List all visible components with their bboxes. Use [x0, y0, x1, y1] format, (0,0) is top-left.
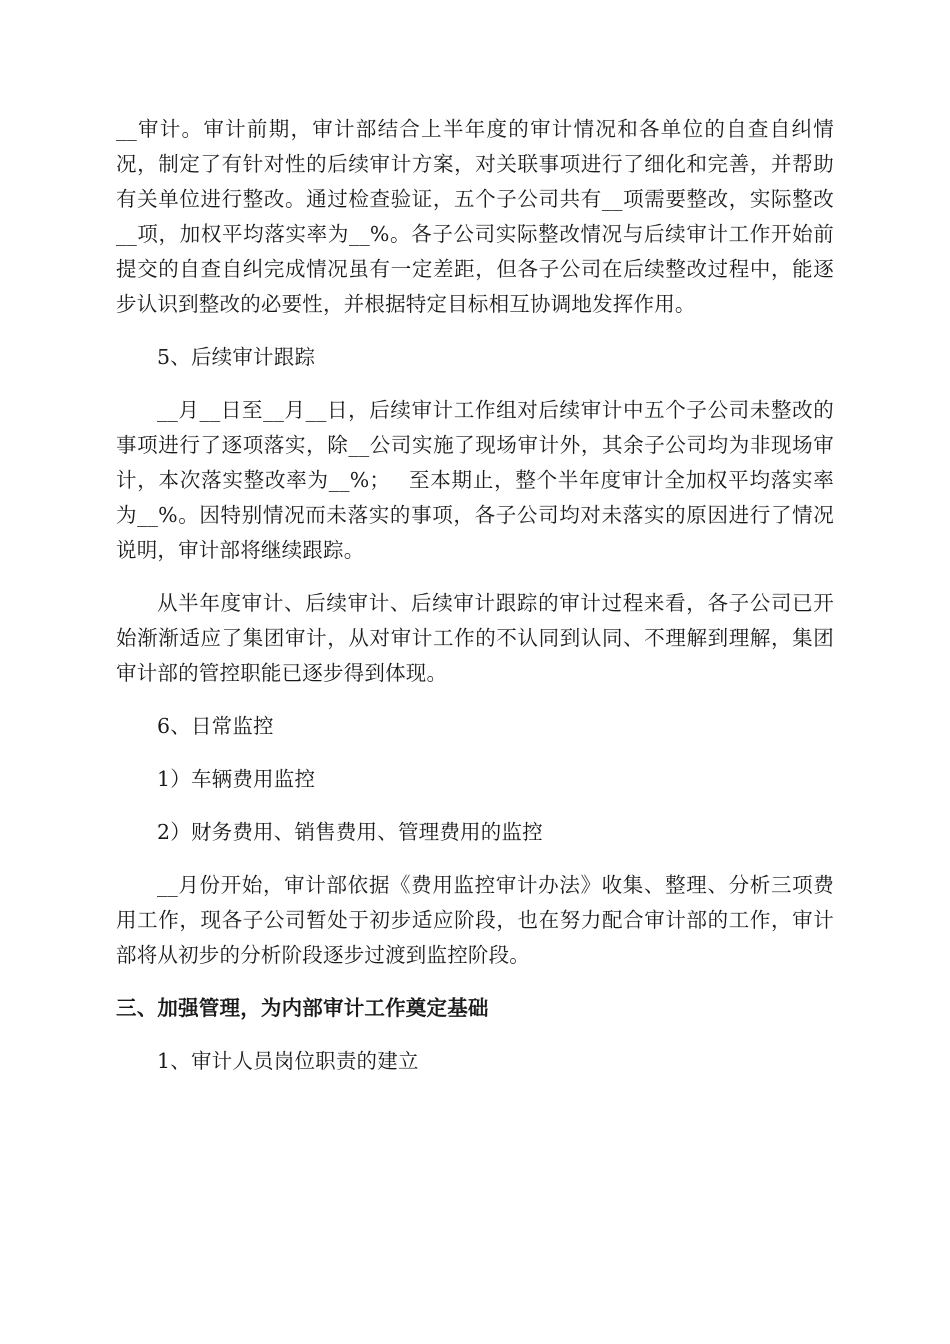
- section-heading-daily-monitoring: 6、日常监控: [157, 714, 274, 738]
- paragraph-audit-summary: __审计。审计前期，审计部结合上半年度的审计情况和各单位的自查自纠情况，制定了有针对性的后续审计方案，对关联事项进行了细化和完善，并帮助有关单位进行整改。通过检查验证，五个子公司共有__项需要整改，实际整改__项，加权平均落实率为__%。各子公司实际整改情况与后续审计工作开始前提交的自查自纠完成情况虽有一定差距，但各子公司在后续整改过程中，能逐步认识到整改的必要性，并根据特定目标相互协调地发挥作用。: [116, 117, 834, 316]
- document-page: [116, 112, 834, 1079]
- list-item-vehicle-expense: 1）车辆费用监控: [157, 767, 316, 791]
- chapter-heading-management: 三、加强管理，为内部审计工作奠定基础: [116, 996, 489, 1020]
- section-heading-follow-up-tracking: 5、后续审计跟踪: [157, 345, 316, 369]
- section-heading-job-responsibilities: 1、审计人员岗位职责的建立: [157, 1049, 419, 1073]
- list-item-three-expenses: 2）财务费用、销售费用、管理费用的监控: [157, 820, 543, 844]
- paragraph-follow-up-tracking: __月__日至__月__日，后续审计工作组对后续审计中五个子公司未整改的事项进行了逐项落实，除__公司实施了现场审计外，其余子公司均为非现场审计，本次落实整改率为__%； 至本期止，整个半年度审计全加权平均落实率为__%。因特别情况而未落实的事项，各子公司均对未落实的原因进行了情况说明，审计部将继续跟踪。: [116, 398, 834, 562]
- paragraph-expense-monitoring: __月份开始，审计部依据《费用监控审计办法》收集、整理、分析三项费用工作，现各子公司暂处于初步适应阶段，也在努力配合审计部的工作，审计部将从初步的分析阶段逐步过渡到监控阶段。: [116, 873, 834, 967]
- paragraph-audit-process-review: 从半年度审计、后续审计、后续审计跟踪的审计过程来看，各子公司已开始渐渐适应了集团审计，从对审计工作的不认同到认同、不理解到理解，集团审计部的管控职能已逐步得到体现。: [116, 591, 834, 685]
